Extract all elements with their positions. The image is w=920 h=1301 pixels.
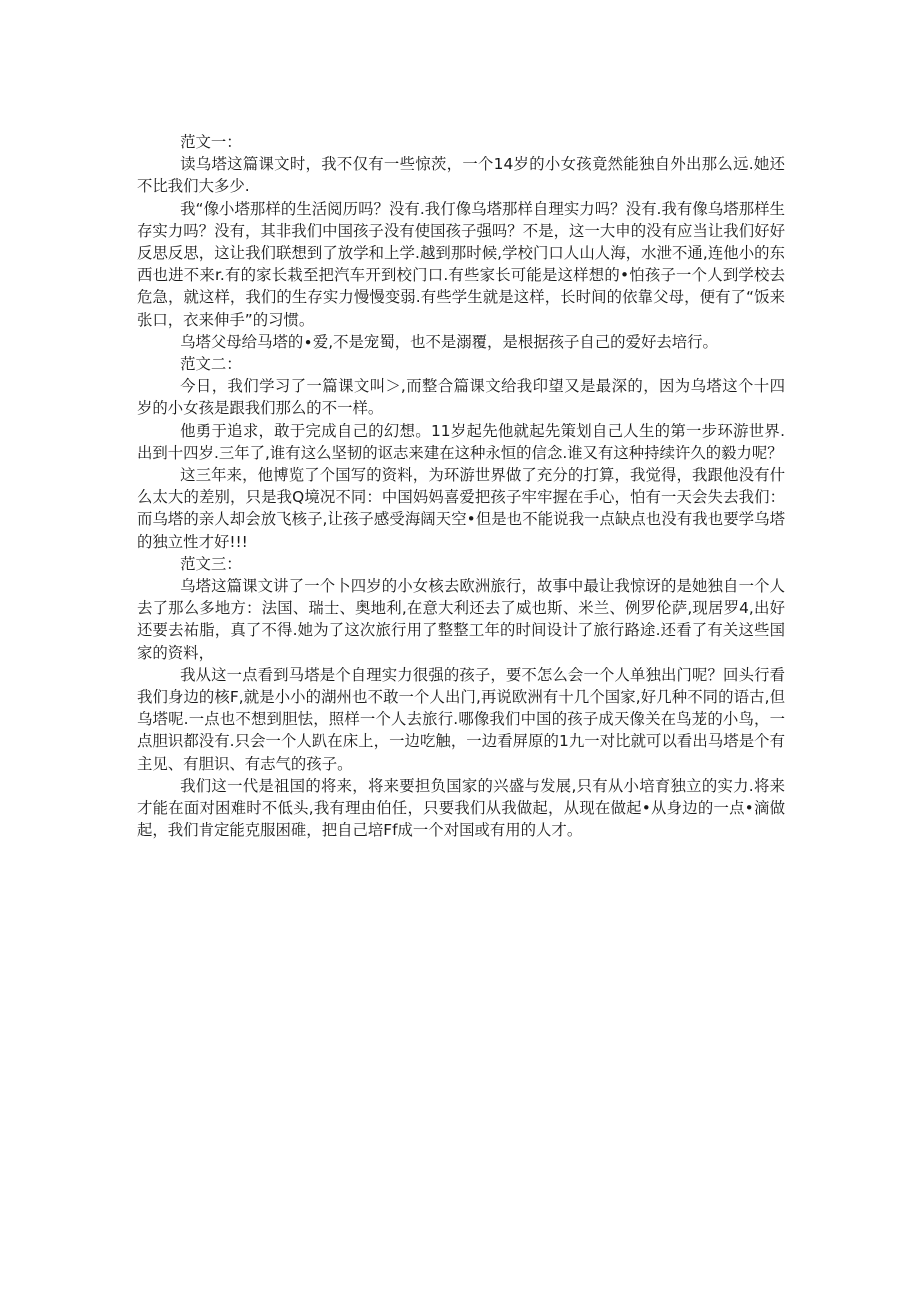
section-heading: 范文一： (180, 133, 242, 151)
paragraph: 读乌塔这篇课文时，我不仅有一些惊茨，一个14岁的小女孩竟然能独自外出那么远.她还不比我们大多少. (137, 155, 785, 196)
paragraph: 我从这一点看到马塔是个自理实力很强的孩子，要不怎么会一个人单独出门呢？回头行看我们身边的核F,就是小小的湖州也不敢一个人出门,再说欧洲有十几个国家,好几种不同的语古,但乌塔呢.一点也不想到胆怯，照样一个人去旅行.哪像我们中国的孩子成天像关在鸟茏的小鸟，一点胆识都没有.只会一个人趴在床上，一边吃触，一边看屏原的1九一对比就可以看出马塔是个有主见、有胆识、有志气的孩子。 (137, 665, 785, 773)
paragraph: 我“像小塔那样的生活阅历吗？没有.我仃像乌塔那样自理实力吗？没有.我有像乌塔那样生存实力吗？没有，其非我们中国孩子没有使国孩子强吗？不是，这一大申的没有应当让我们好好反思反思，这让我们联想到了放学和上学.越到那时候,学校门口人山人海，水泄不通,连他小的东西也进不来r.有的家长栽至把汽车开到校门口.有些家长可能是这样想的•怕孩子一个人到学校去危急，就这样，我们的生存实力慢慢变弱.有些学生就是这样，长时间的依靠父母，便有了“饭来张口，衣来伸手”的习惯。 (137, 199, 785, 329)
section-heading: 范文三： (180, 554, 242, 573)
paragraph: 乌塔父母给马塔的∙爱,不是宠蜀，也不是溺覆，是根据孩子自己的爱好去培行。 (180, 332, 718, 351)
paragraph: 这三年来，他博览了个国写的资料，为环游世界做了充分的打算，我觉得，我跟他没有什么太大的差别，只是我Q境况不同：中国妈妈喜爱把孩子牢牢握在手心，怕有一天会失去我们：而乌塔的亲人却会放飞核子,让孩子感受海阔天空•但是也不能说我一点缺点也没有我也要学乌塔的独立性才好!!! (137, 466, 785, 551)
paragraph: 他勇于追求，敢于完成自己的幻想。11岁起先他就起先策划自己人生的第一步环游世界.出到十四岁.三年了,谁有这么坚韧的讴志来建在这种永恒的信念.谁又有这种持续许久的毅力呢？ (137, 421, 785, 462)
document-body (137, 131, 785, 842)
paragraph: 今日，我们学习了一篇课文叫＞,而整合篇课文给我印望又是最深的，因为乌塔这个十四岁的小女孩是跟我们那么的不一样。 (137, 377, 785, 418)
section-heading: 范文二： (180, 355, 242, 374)
paragraph: 乌塔这篇课文讲了一个卜四岁的小女核去欧洲旅行，故事中最让我惊讶的是她独自一个人去了那么多地方：法国、瑞士、奥地利,在意大利还去了威也斯、米兰、例罗伦萨,现居罗4,出好还要去祐脂，真了不得.她为了这次旅行用了整整工年的时间设计了旅行路途.还看了有关这些国家的资料， (137, 577, 785, 662)
paragraph: 我们这一代是祖国的将来，将来要担负国家的兴盛与发展,只有从小培育独立的实力.将来才能在面对困难时不低头,我有理由伯任，只要我们从我做起，从现在做起•从身边的一点•滴做起，我们肯定能克服困碓，把自己培Ff成一个对国或有用的人才。 (137, 776, 785, 840)
